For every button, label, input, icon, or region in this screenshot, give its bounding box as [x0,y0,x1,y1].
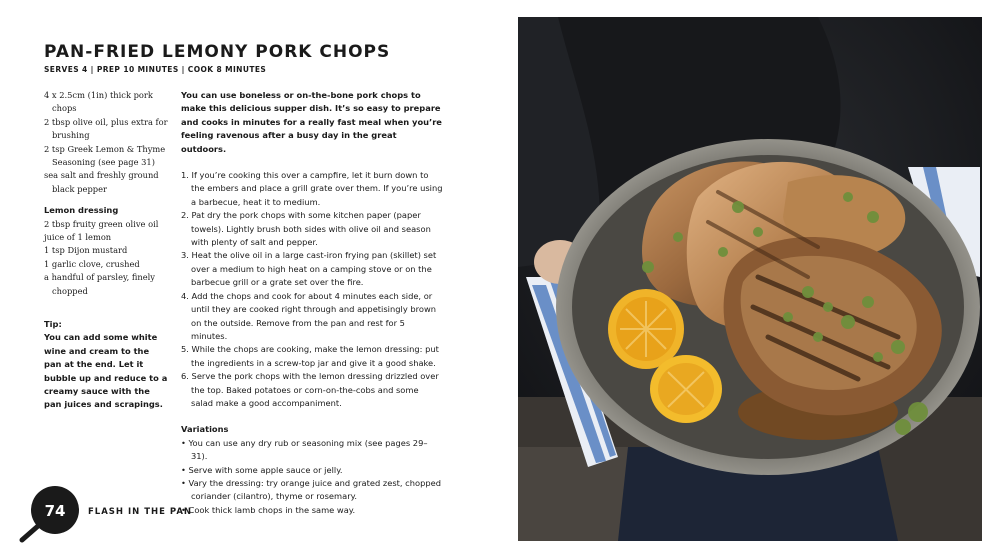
method-step: 2. Pat dry the pork chops with some kitchen paper (paper towels). Lightly brush both sides with olive oil and season with plenty of salt and pepper. [181,210,431,248]
method-step: 5. While the chops are cooking, make the lemon dressing: put the ingredients in a screw-top jar and give it a good shake. [181,344,439,368]
page-number: 74 [44,502,66,520]
dressing-item: juice of 1 lemon [44,232,112,243]
variation-item: • Serve with some apple sauce or jelly. [181,464,343,475]
method-step: 6. Serve the pork chops with the lemon dressing drizzled over the top. Baked potatoes or corn-on-the-cobs and some salad make a good accompaniment. [181,371,439,408]
ingredients-list [44,89,169,298]
recipe-intro: You can use boneless or on-the-bone pork chops to make this delicious supper dish. It’s so easy to prepare and cooks in minutes for a really fast meal when you’re feeling ravenous after a busy day in the great outdoors. [181,90,442,154]
ingredient-item: sea salt and freshly ground black pepper [44,170,159,194]
tip-heading: Tip: [44,319,62,329]
recipe-meta: SERVES 4 | PREP 10 MINUTES | COOK 8 MINUTES [44,65,267,74]
dressing-heading: Lemon dressing [44,205,119,216]
method-step: 1. If you’re cooking this over a campfire, let it burn down to the embers and place a grill grate over them. If you’re using a barbecue, heat it to medium. [181,170,443,207]
dressing-item: 2 tbsp fruity green olive oil [44,218,159,229]
tip-text: You can add some white wine and cream to the pan at the end. Let it bubble up and reduce to a creamy sauce with the pan juices and scrapings. [44,332,168,410]
tip-box [44,318,169,412]
variations-heading: Variations [181,424,229,435]
method-column [181,89,443,517]
section-title: FLASH IN THE PAN [88,507,193,517]
method-step: 3. Heat the olive oil in a large cast-iron frying pan (skillet) set over a medium to high heat on a camping stove or on the barbecue grill or a grate set over the fire. [181,250,437,288]
recipe-title: PAN-FRIED LEMONY PORK CHOPS [44,42,391,62]
dressing-item: a handful of parsley, finely chopped [44,272,155,296]
variation-item: • Cook thick lamb chops in the same way. [181,504,356,515]
ingredient-item: 4 x 2.5cm (1in) thick pork chops [44,90,153,114]
variation-item: • Vary the dressing: try orange juice and grated zest, chopped coriander (cilantro), thyme or rosemary. [181,477,441,502]
ingredient-item: 2 tbsp olive oil, plus extra for brushing [44,116,168,141]
dressing-item: 1 tsp Dijon mustard [44,245,128,256]
ingredient-item: 2 tsp Greek Lemon & Thyme Seasoning (see page 31) [44,143,166,168]
dressing-item: 1 garlic clove, crushed [44,258,140,269]
method-step: 4. Add the chops and cook for about 4 minutes each side, or until they are cooked right through and appetisingly brown on the outside. Remove from the pan and rest for 5 minutes. [181,290,436,341]
variation-item: • You can use any dry rub or seasoning mix (see pages 29–31). [181,437,428,462]
pork-chops-photo [518,17,982,541]
